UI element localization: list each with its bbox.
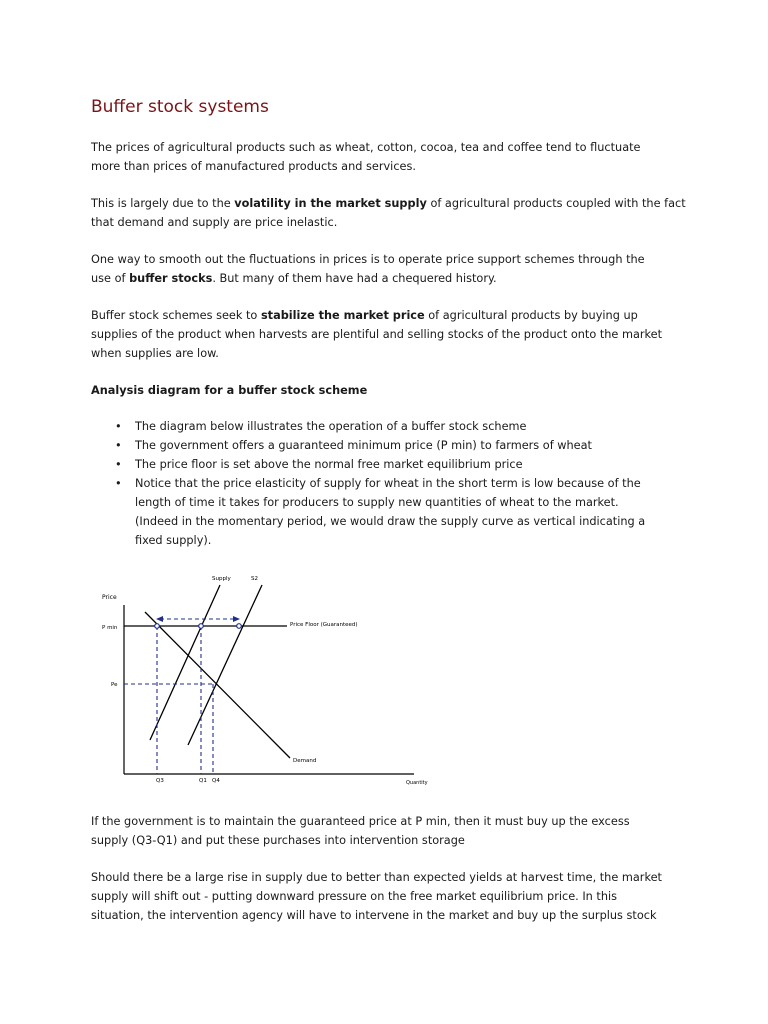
demand-label: Demand — [293, 758, 317, 764]
arrow-right-icon — [233, 616, 240, 622]
bold-term: stabilize the market price — [260, 309, 425, 322]
paragraph-line: supply will shift out - putting downward pressure on the free market equilibrium price. In this — [91, 890, 618, 903]
list-item-text: The government offers a guaranteed minimum price (P min) to farmers of wheat — [135, 439, 592, 452]
list-item-text: The diagram below illustrates the operation of a buffer stock scheme — [135, 420, 527, 433]
paragraph-line: One way to smooth out the fluctuations in prices is to operate price support schemes through the — [91, 253, 645, 266]
list-item-text: length of time it takes for producers to supply new quantities of wheat to the market. — [135, 496, 619, 509]
demand-curve — [145, 612, 290, 758]
intersection-point — [199, 624, 204, 629]
paragraph-line: more than prices of manufactured products and services. — [91, 160, 416, 173]
q1-label: Q1 — [199, 778, 207, 784]
paragraph-line: supply (Q3-Q1) and put these purchases into intervention storage — [91, 834, 465, 847]
price-floor-label: Price Floor (Guaranteed) — [290, 622, 358, 628]
q4-label: Q4 — [212, 778, 220, 784]
paragraph-text: of agricultural products by buying up — [424, 309, 638, 322]
paragraph-text: This is largely due to the — [91, 197, 235, 210]
bullet-icon: • — [115, 420, 122, 433]
pe-label: Pe — [111, 682, 118, 688]
x-axis-label: Quantity — [406, 780, 428, 786]
bullet-icon: • — [115, 458, 122, 471]
paragraph-line: when supplies are low. — [91, 347, 219, 360]
paragraph-line: supplies of the product when harvests are plentiful and selling stocks of the product onto the market — [91, 328, 663, 341]
bold-term: volatility in the market supply — [234, 197, 427, 210]
paragraph-line: If the government is to maintain the guaranteed price at P min, then it must buy up the excess — [91, 815, 630, 828]
s2-label: S2 — [251, 576, 258, 582]
pmin-label: P min — [102, 625, 118, 631]
arrow-left-icon — [156, 616, 163, 622]
bullet-icon: • — [115, 439, 122, 452]
y-axis-label: Price — [102, 594, 117, 601]
bold-term: buffer stocks — [129, 272, 213, 285]
list-item-text: (Indeed in the momentary period, we would draw the supply curve as vertical indicating a — [135, 515, 646, 528]
supply-curve-s2 — [188, 585, 262, 745]
bullet-icon: • — [115, 477, 122, 490]
q3-label: Q3 — [156, 778, 164, 784]
paragraph-line: Should there be a large rise in supply due to better than expected yields at harvest time, the market — [91, 871, 662, 884]
paragraph-text: . But many of them have had a chequered history. — [212, 272, 497, 285]
intersection-point — [237, 624, 242, 629]
paragraph-text: use of — [91, 272, 130, 285]
paragraph-line: that demand and supply are price inelastic. — [91, 216, 338, 229]
intersection-point — [155, 624, 160, 629]
paragraph-line: The prices of agricultural products such as wheat, cotton, cocoa, tea and coffee tend to fluctuate — [91, 141, 641, 154]
analysis-heading: Analysis diagram for a buffer stock scheme — [91, 384, 368, 397]
list-item-text: The price floor is set above the normal free market equilibrium price — [135, 458, 523, 471]
page-title: Buffer stock systems — [91, 97, 269, 117]
paragraph-text: of agricultural products coupled with the fact — [426, 197, 686, 210]
paragraph-line: situation, the intervention agency will have to intervene in the market and buy up the surplus stock — [91, 909, 657, 922]
list-item-text: fixed supply). — [135, 534, 212, 547]
list-item-text: Notice that the price elasticity of supply for wheat in the short term is low because of the — [135, 477, 641, 490]
supply-curve — [150, 585, 220, 740]
supply-label: Supply — [212, 576, 231, 582]
paragraph-text: Buffer stock schemes seek to — [91, 309, 261, 322]
